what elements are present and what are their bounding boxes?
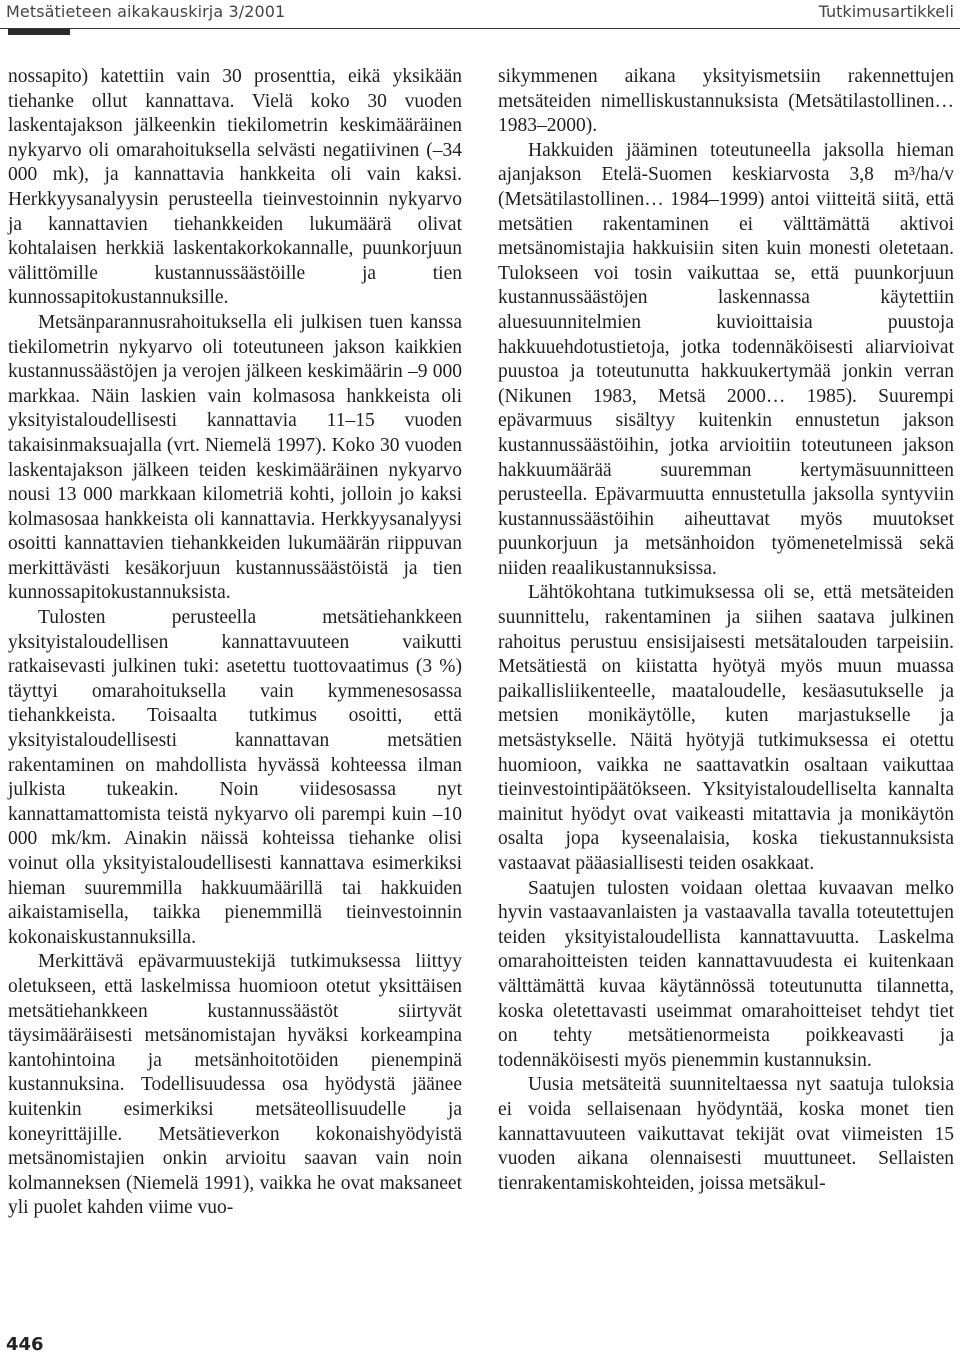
paragraph: Merkittävä epävarmuustekijä tutkimuksessa liittyy oletukseen, että laskelmissa huomioon otetut yksittäisen metsätiehankkeen kustannussäästöt siirtyvät täysimääräisesti metsänomistajan hyväksi korkeampina kantohintoina ja metsänhoitotöiden pienempinä kustannuksina. Todellisuudessa osa hyödystä jäänee kuitenkin esimerkiksi metsäteollisuudelle ja koneyrittäjille. Metsätieverkon kokonaishyödyistä metsänomistajien onkin arvioitu saavan vain noin kolmanneksen (Niemelä 1991), vaikka he ovat maksaneet yli puolet kahden viime vuo- [8,951,462,1219]
paragraph: Saatujen tulosten voidaan olettaa kuvaavan melko hyvin vastaavanlaisten ja vastaavalla tavalla toteutettujen teiden yksityistaloudellista kannattavuutta. Laskelma omarahoitteisten teiden kannattavuudesta ei kuitenkaan välttämättä kuvaa käytännössä toteutunutta tilannetta, koska oletettavasti useimmat omarahoitteiset tehdyt tiet on tehty metsätienormeista poikkeavasti ja todennäköisesti myös pienemmin kustannuksin. [498,877,954,1071]
running-header [0,0,960,29]
paragraph: Lähtökohtana tutkimuksessa oli se, että metsäteiden suunnittelu, rakentaminen ja siihen saatava julkinen rahoitus perustuu ensisijaisesti metsätalouden tarpeisiin. Metsätiestä on kiistatta hyötyä myös muun muassa paikallisliikenteelle, maataloudelle, kesäasutukselle ja metsien monikäytölle, kuten marjastukselle ja metsästykselle. Näitä hyötyjä tutkimuksessa ei otettu huomioon, vaikka ne saattavatkin osaltaan vaikuttaa tieinvestointipäätökseen. Yksityistaloudelliselta kannalta mainitut hyödyt ovat vaikeasti mitattavia ja monikäytön osalta jopa kyseenalaisia, koska tiekustannuksista vastaavat pääasiallisesti teiden osakkaat. [498,582,954,874]
header-accent-bar [8,29,70,35]
left-text-column [8,65,462,1221]
paragraph: Tulosten perusteella metsätiehankkeen yksityistaloudellisen kannattavuuteen vaikutti ratkaisevasti julkinen tuki: asetettu tuottovaatimus (3 %) täyttyi omarahoituksella vain kymmenesosassa tiehankkeista. Toisaalta tutkimus osoitti, että yksityistaloudellisesti kannattavan metsätien rakentaminen on mahdollista hyvässä kohteessa ilman julkista tukeakin. Noin viidesosassa nyt kannattamattomista teistä nykyarvo oli parempi kuin –10 000 mk/km. Ainakin näissä kohteissa tiehanke olisi voinut olla yksityistaloudellisesti kannattava esimerkiksi hieman suuremmilla hakkuumäärillä tai hakkuiden aikaistamisella, taikka pienemmillä tieinvestoinnin kokonaiskustannuksilla. [8,607,462,948]
right-text-column [498,65,954,1196]
paragraph: Metsänparannusrahoituksella eli julkisen tuen kanssa tiekilometrin nykyarvo oli toteutuneen jakson kaikkien kustannussäästöjen ja verojen jälkeen keskimäärin –9 000 markkaa. Näin laskien vain kolmasosa hankkeista oli yksityistaloudellisesti kannattavia 11–15 vuoden takaisinmaksuajalla (vrt. Niemelä 1997). Koko 30 vuoden laskentajakson jälkeen teiden keskimääräinen nykyarvo nousi 13 000 markkaan kilometriä kohti, jolloin jo kaksi kolmasosaa hankkeista oli kannattavia. Herkkyysanalyysi osoitti kannattavien tiehankkeiden lukumäärän riippuvan merkittävästi kesäkorjuun kustannussäästöistä ja tien kunnossapitokustannuksista. [8,311,462,604]
paragraph: sikymmenen aikana yksityismetsiin rakennettujen metsäteiden nimelliskustannuksista (Metsätilastollinen… 1983–2000). [498,66,954,137]
journal-title: Metsätieteen aikakauskirja 3/2001 [6,2,286,21]
paragraph: Uusia metsäteitä suunniteltaessa nyt saatuja tuloksia ei voida sellaisenaan hyödyntää, koska monet tien kannattavuuteen vaikuttavat tekijät ovat viimeisten 15 vuoden aikana olennaisesti muuttuneet. Sellaisten tienrakentamiskohteiden, joissa metsäkul- [498,1074,954,1194]
paragraph: nossapito) katettiin vain 30 prosenttia, eikä yksikään tiehanke ollut kannattava. Vielä koko 30 vuoden laskentajakson jälkeenkin tiekilometrin keskimääräinen nykyarvo oli omarahoituksella selvästi negatiivinen (–34 000 mk), ja kannattavia hankkeita oli vain kaksi. Herkkyysanalyysin perusteella tieinvestoinnin nykyarvo ja kannattavien tiehankkeiden lukumäärä olivat kohtalaisen herkkiä laskentakorkokannalle, puunkorjuun välittömille kustannussäästöille ja tien kunnossapitokustannuksille. [8,66,462,309]
article-type-label: Tutkimusartikkeli [818,2,954,21]
paragraph: Hakkuiden jääminen toteutuneella jaksolla hieman ajanjakson Etelä-Suomen keskiarvosta 3,8 m³/ha/v (Metsätilastollinen… 1984–1999) antoi viitteitä siitä, että metsätien rakentaminen ei välttämättä aktivoi metsänomistajia hakkuisiin siten kuin monesti oletetaan. Tulokseen voi tosin vaikuttaa se, että puunkorjuun kustannussäästöjen laskennassa käytettiin aluesuunnitelmien kuvioittaisia puustoja hakkuuehdotustietoja, jotka todennäköisesti aliarvioivat puustoa ja toteutunutta hakkuukertymää jonkin verran (Nikunen 1983, Metsä 2000… 1985). Suurempi epävarmuus sisältyy kuitenkin ennustetun jakson kustannussäästöihin, jotka arvioitiin toteutuneen jakson hakkuumäärää suuremman kertymäsuunnitteen perusteella. Epävarmuutta ennustetulla jaksolla syntyviin kustannussäästöihin aiheuttavat myös muutokset puunkorjuun ja metsänhoidon työmenetelmissä sekä niiden reaalikustannuksissa. [498,139,954,579]
page-number: 446 [6,1334,44,1355]
